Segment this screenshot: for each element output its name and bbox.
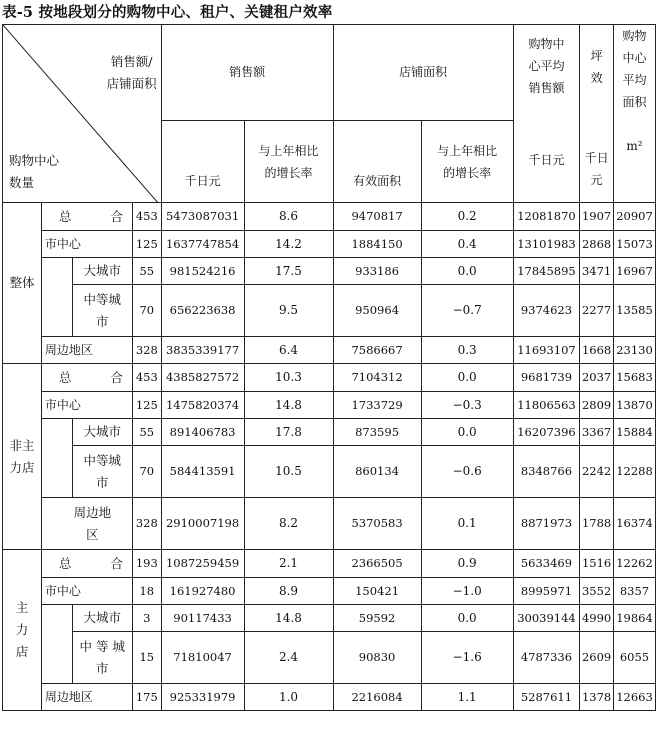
table-row xyxy=(3,632,656,684)
count-cell: 70 xyxy=(132,285,161,337)
region-label: 市中心 xyxy=(41,578,132,605)
avg-sales-cell: 5633469 xyxy=(513,550,580,578)
count-cell: 70 xyxy=(132,446,161,498)
avg-area-cell: 12663 xyxy=(613,684,655,711)
avg-sales-cell: 13101983 xyxy=(513,231,580,258)
count-cell: 125 xyxy=(132,231,161,258)
area-cell: 950964 xyxy=(333,285,421,337)
count-cell: 453 xyxy=(132,203,161,231)
sales-cell: 891406783 xyxy=(161,419,244,446)
area-growth-cell: 0.3 xyxy=(421,337,513,364)
group-label: 非主 力店 xyxy=(3,364,42,550)
efficiency-cell: 2868 xyxy=(580,231,614,258)
area-cell: 1884150 xyxy=(333,231,421,258)
sales-growth-cell: 9.5 xyxy=(244,285,333,337)
avg-area-cell: 15073 xyxy=(613,231,655,258)
count-cell: 175 xyxy=(132,684,161,711)
sales-cell: 584413591 xyxy=(161,446,244,498)
area-cell: 150421 xyxy=(333,578,421,605)
area-growth-cell: −0.3 xyxy=(421,392,513,419)
header-area-growth: 与上年相比 的增长率 xyxy=(421,121,513,203)
header-effective-area: 有效面积 xyxy=(333,121,421,203)
area-cell: 2366505 xyxy=(333,550,421,578)
diag-top-text: 销售额/ 店铺面积 xyxy=(106,54,157,91)
efficiency-cell: 2242 xyxy=(580,446,614,498)
area-cell: 2216084 xyxy=(333,684,421,711)
sales-growth-cell: 8.9 xyxy=(244,578,333,605)
sales-growth-cell: 14.2 xyxy=(244,231,333,258)
sales-cell: 4385827572 xyxy=(161,364,244,392)
avg-area-cell: 16374 xyxy=(613,498,655,550)
sales-cell: 2910007198 xyxy=(161,498,244,550)
avg-area-cell: 13585 xyxy=(613,285,655,337)
avg-sales-cell: 9681739 xyxy=(513,364,580,392)
table-row xyxy=(3,364,656,392)
area-cell: 59592 xyxy=(333,605,421,632)
header-avg-sales xyxy=(513,25,580,203)
group-label: 主 力 店 xyxy=(3,550,42,711)
area-growth-cell: −1.6 xyxy=(421,632,513,684)
header-avg-area xyxy=(613,25,655,203)
avg-area-cell: 12262 xyxy=(613,550,655,578)
table-row xyxy=(3,231,656,258)
region-label: 市中心 xyxy=(41,392,132,419)
sales-cell: 161927480 xyxy=(161,578,244,605)
sales-growth-cell: 14.8 xyxy=(244,605,333,632)
total-char-1: 总 xyxy=(58,556,72,571)
efficiency-cell: 1907 xyxy=(580,203,614,231)
diag-bottom-text: 购物中心 数量 xyxy=(9,153,60,190)
total-char-1: 总 xyxy=(58,370,72,385)
stats-table xyxy=(2,24,656,711)
avg-sales-cell: 11693107 xyxy=(513,337,580,364)
count-cell: 193 xyxy=(132,550,161,578)
total-char-1: 总 xyxy=(58,209,72,224)
avg-sales-cell: 17845895 xyxy=(513,258,580,285)
city-label: 大城市 xyxy=(72,605,132,632)
sales-growth-cell: 14.8 xyxy=(244,392,333,419)
efficiency-cell: 4990 xyxy=(580,605,614,632)
sales-growth-cell: 10.3 xyxy=(244,364,333,392)
area-cell: 9470817 xyxy=(333,203,421,231)
area-cell: 7586667 xyxy=(333,337,421,364)
efficiency-cell: 1668 xyxy=(580,337,614,364)
sales-cell: 71810047 xyxy=(161,632,244,684)
city-label: 大城市 xyxy=(72,419,132,446)
area-growth-cell: 0.0 xyxy=(421,605,513,632)
area-growth-cell: 0.0 xyxy=(421,258,513,285)
table-row xyxy=(3,446,656,498)
area-growth-cell: 0.1 xyxy=(421,498,513,550)
table-row xyxy=(3,550,656,578)
area-cell: 860134 xyxy=(333,446,421,498)
region-label: 周边地区 xyxy=(41,337,132,364)
avg-area-cell: 8357 xyxy=(613,578,655,605)
total-label xyxy=(41,203,132,231)
avg-sales-cell: 11806563 xyxy=(513,392,580,419)
area-growth-cell: −1.0 xyxy=(421,578,513,605)
avg-sales-cell: 5287611 xyxy=(513,684,580,711)
avg-sales-cell: 4787336 xyxy=(513,632,580,684)
diag-bottom-label xyxy=(9,150,59,194)
efficiency-cell: 1788 xyxy=(580,498,614,550)
efficiency-cell: 2809 xyxy=(580,392,614,419)
table-row xyxy=(3,498,656,550)
header-efficiency xyxy=(580,25,614,203)
group-label: 整体 xyxy=(3,203,42,364)
indent-spacer xyxy=(41,419,72,498)
efficiency-cell: 3552 xyxy=(580,578,614,605)
count-cell: 55 xyxy=(132,419,161,446)
total-label-wrap xyxy=(43,369,131,386)
efficiency-unit: 千日 元 xyxy=(584,151,609,187)
total-char-2: 合 xyxy=(110,209,123,224)
efficiency-cell: 1378 xyxy=(580,684,614,711)
table-row xyxy=(3,285,656,337)
count-cell: 125 xyxy=(132,392,161,419)
efficiency-cell: 2037 xyxy=(580,364,614,392)
sales-cell: 925331979 xyxy=(161,684,244,711)
header-unit-sales: 千日元 xyxy=(161,121,244,203)
area-cell: 933186 xyxy=(333,258,421,285)
efficiency-cell: 3367 xyxy=(580,419,614,446)
avg-sales-cell: 12081870 xyxy=(513,203,580,231)
count-cell: 55 xyxy=(132,258,161,285)
table-row xyxy=(3,392,656,419)
table-row xyxy=(3,578,656,605)
avg-area-cell: 13870 xyxy=(613,392,655,419)
count-cell: 18 xyxy=(132,578,161,605)
sales-cell: 1475820374 xyxy=(161,392,244,419)
area-growth-cell: −0.7 xyxy=(421,285,513,337)
header-sales-growth: 与上年相比 的增长率 xyxy=(244,121,333,203)
total-label xyxy=(41,364,132,392)
sales-growth-cell: 17.8 xyxy=(244,419,333,446)
sales-growth-cell: 6.4 xyxy=(244,337,333,364)
region-label: 市中心 xyxy=(41,231,132,258)
table-row xyxy=(3,337,656,364)
area-growth-cell: 0.9 xyxy=(421,550,513,578)
region-label: 周边地 区 xyxy=(41,498,132,550)
avg-area-cell: 23130 xyxy=(613,337,655,364)
efficiency-label: 坪 效 xyxy=(590,49,603,85)
sales-cell: 90117433 xyxy=(161,605,244,632)
avg-area-cell: 16967 xyxy=(613,258,655,285)
avg-area-cell: 6055 xyxy=(613,632,655,684)
avg-area-cell: 20907 xyxy=(613,203,655,231)
sales-cell: 656223638 xyxy=(161,285,244,337)
sales-cell: 981524216 xyxy=(161,258,244,285)
count-cell: 453 xyxy=(132,364,161,392)
area-cell: 7104312 xyxy=(333,364,421,392)
avg-sales-cell: 8995971 xyxy=(513,578,580,605)
avg-sales-unit: 千日元 xyxy=(528,153,565,167)
efficiency-cell: 3471 xyxy=(580,258,614,285)
total-char-2: 合 xyxy=(110,556,123,571)
total-label-wrap xyxy=(43,555,131,572)
table-row xyxy=(3,203,656,231)
city-label: 大城市 xyxy=(72,258,132,285)
count-cell: 328 xyxy=(132,498,161,550)
area-growth-cell: 0.2 xyxy=(421,203,513,231)
sales-growth-cell: 8.6 xyxy=(244,203,333,231)
count-cell: 328 xyxy=(132,337,161,364)
region-label: 周边地区 xyxy=(41,684,132,711)
avg-area-cell: 15683 xyxy=(613,364,655,392)
avg-sales-label: 购物中 心平均 销售额 xyxy=(528,37,565,95)
avg-area-cell: 15884 xyxy=(613,419,655,446)
indent-spacer xyxy=(41,605,72,684)
sales-cell: 1087259459 xyxy=(161,550,244,578)
table-row xyxy=(3,258,656,285)
area-cell: 873595 xyxy=(333,419,421,446)
area-growth-cell: 0.0 xyxy=(421,364,513,392)
avg-sales-cell: 8348766 xyxy=(513,446,580,498)
sales-cell: 3835339177 xyxy=(161,337,244,364)
sales-growth-cell: 2.4 xyxy=(244,632,333,684)
header-sales: 销售额 xyxy=(161,25,333,121)
area-growth-cell: 1.1 xyxy=(421,684,513,711)
area-growth-cell: −0.6 xyxy=(421,446,513,498)
avg-area-cell: 12288 xyxy=(613,446,655,498)
diag-top-label xyxy=(107,51,157,95)
avg-sales-cell: 16207396 xyxy=(513,419,580,446)
efficiency-cell: 1516 xyxy=(580,550,614,578)
sales-growth-cell: 10.5 xyxy=(244,446,333,498)
avg-sales-cell: 30039144 xyxy=(513,605,580,632)
indent-spacer xyxy=(41,258,72,337)
efficiency-cell: 2277 xyxy=(580,285,614,337)
header-area: 店铺面积 xyxy=(333,25,513,121)
city-label: 中等城 市 xyxy=(72,446,132,498)
diagonal-header-cell xyxy=(3,25,162,203)
sales-growth-cell: 2.1 xyxy=(244,550,333,578)
table-row xyxy=(3,605,656,632)
avg-area-label: 购物 中心 平均 面积 xyxy=(622,29,647,109)
avg-sales-cell: 8871973 xyxy=(513,498,580,550)
area-cell: 1733729 xyxy=(333,392,421,419)
area-growth-cell: 0.4 xyxy=(421,231,513,258)
count-cell: 15 xyxy=(132,632,161,684)
avg-area-cell: 19864 xyxy=(613,605,655,632)
sales-cell: 5473087031 xyxy=(161,203,244,231)
area-cell: 90830 xyxy=(333,632,421,684)
table-row xyxy=(3,684,656,711)
area-cell: 5370583 xyxy=(333,498,421,550)
table-row xyxy=(3,419,656,446)
total-label xyxy=(41,550,132,578)
sales-growth-cell: 1.0 xyxy=(244,684,333,711)
count-cell: 3 xyxy=(132,605,161,632)
sales-growth-cell: 17.5 xyxy=(244,258,333,285)
avg-sales-cell: 9374623 xyxy=(513,285,580,337)
sales-growth-cell: 8.2 xyxy=(244,498,333,550)
city-label: 中等城 市 xyxy=(72,285,132,337)
total-char-2: 合 xyxy=(110,370,123,385)
total-label-wrap xyxy=(43,208,131,225)
sales-cell: 1637747854 xyxy=(161,231,244,258)
area-growth-cell: 0.0 xyxy=(421,419,513,446)
city-label: 中 等 城 市 xyxy=(72,632,132,684)
table-title: 表-5 按地段划分的购物中心、租户、关键租户效率 xyxy=(2,4,333,21)
avg-area-unit: m² xyxy=(626,139,643,153)
efficiency-cell: 2609 xyxy=(580,632,614,684)
